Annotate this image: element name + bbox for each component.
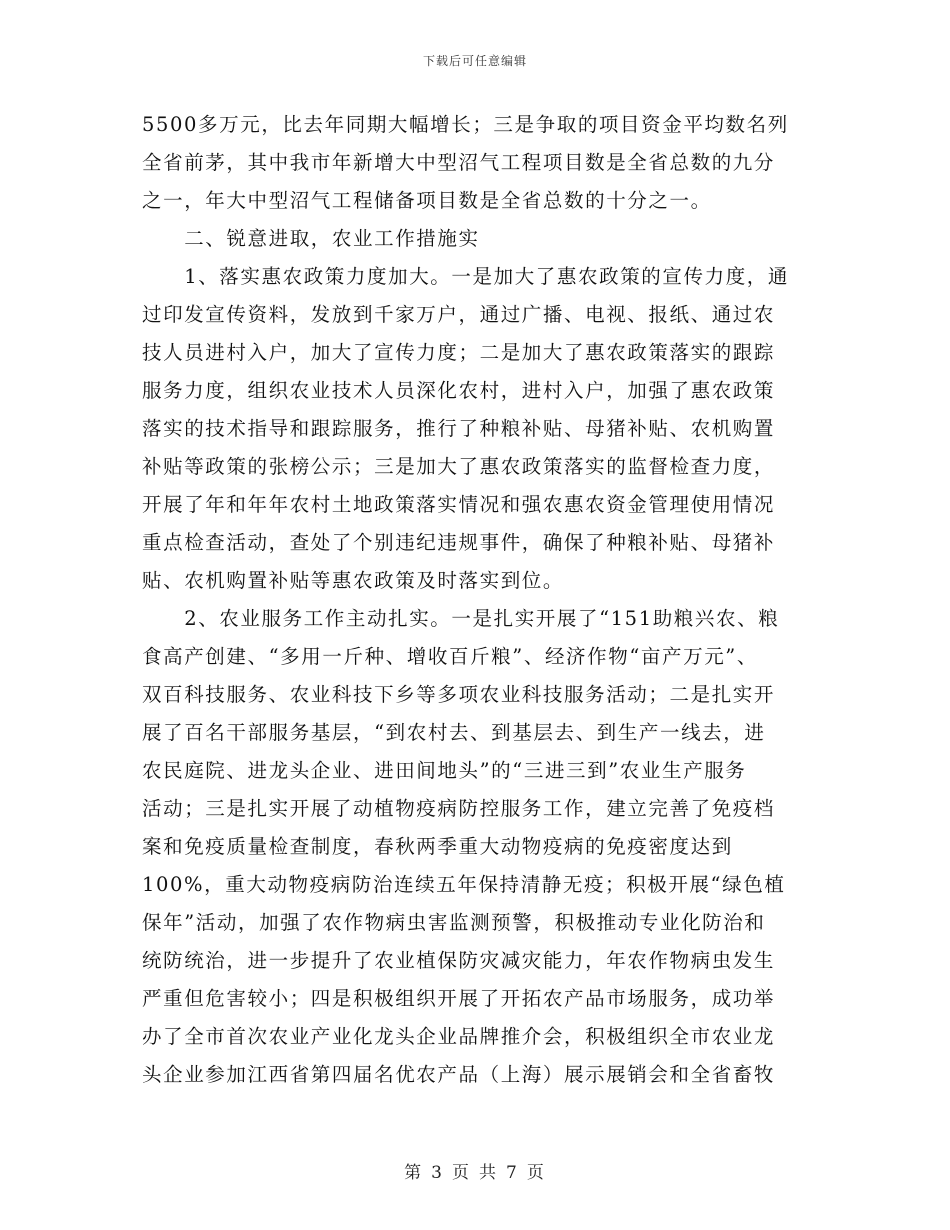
body-line: 展了百名干部服务基层，“到农村去、到基层去、到生产一线去，进 (142, 721, 766, 744)
body-line: 统防统治，进一步提升了农业植保防灾减灾能力，年农作物病虫发生 (142, 949, 776, 972)
body-line: 100%，重大动物疫病防治连续五年保持清静无疫；积极开展“绿色植 (142, 873, 786, 896)
body-line: 开展了年和年年农村土地政策落实情况和强农惠农资金管理使用情况 (142, 493, 776, 516)
body-line: 农民庭院、进龙头企业、进田间地头”的“三进三到”农业生产服务 (142, 759, 747, 782)
body-line: 全省前茅，其中我市年新增大中型沼气工程项目数是全省总数的九分 (142, 151, 776, 174)
footer-prefix: 第 (404, 1163, 424, 1183)
body-line: 服务力度，组织农业技术人员深化农村，进村入户，加强了惠农政策 (142, 379, 776, 402)
body-line: 保年”活动，加强了农作物病虫害监测预警，积极推动专业化防治和 (142, 911, 766, 934)
document-body (142, 106, 810, 1094)
body-line: 之一，年大中型沼气工程储备项目数是全省总数的十分之一。 (142, 189, 712, 212)
total-pages: 7 (506, 1163, 519, 1183)
footer-page-unit: 页 (452, 1163, 471, 1183)
body-line: 重点检查活动，查处了个别违纪违规事件，确保了种粮补贴、母猪补 (142, 531, 776, 554)
body-line: 严重但危害较小；四是积极组织开展了开拓农产品市场服务，成功举 (142, 987, 776, 1010)
section-heading: 二、锐意进取，农业工作措施实 (142, 227, 480, 250)
page-footer (0, 1158, 950, 1183)
body-line: 过印发宣传资料，发放到千家万户，通过广播、电视、报纸、通过农 (142, 303, 776, 326)
body-line: 1、落实惠农政策力度加大。一是加大了惠农政策的宣传力度，通 (142, 265, 790, 288)
body-line: 落实的技术指导和跟踪服务，推行了种粮补贴、母猪补贴、农机购置 (142, 417, 776, 440)
footer-total-prefix: 共 (479, 1163, 498, 1183)
body-line: 补贴等政策的张榜公示；三是加大了惠农政策落实的监督检查力度， (142, 455, 776, 478)
footer-total-unit: 页 (526, 1163, 546, 1183)
body-line: 办了全市首次农业产业化龙头企业品牌推介会，积极组织全市农业龙 (142, 1025, 776, 1048)
body-line: 食高产创建、“多用一斤种、增收百斤粮”、经济作物“亩产万元”、 (142, 645, 758, 668)
body-line: 头企业参加江西省第四届名优农产品（上海）展示展销会和全省畜牧 (142, 1063, 776, 1086)
body-line: 贴、农机购置补贴等惠农政策及时落实到位。 (142, 569, 565, 592)
page-number: 3 (431, 1163, 444, 1183)
page-header: 下载后可任意编辑 (422, 54, 527, 68)
body-line: 5500多万元，比去年同期大幅增长；三是争取的项目资金平均数名列 (142, 113, 789, 136)
body-line: 双百科技服务、农业科技下乡等多项农业科技服务活动；二是扎实开 (142, 683, 776, 706)
body-line: 案和免疫质量检查制度，春秋两季重大动物疫病的免疫密度达到 (142, 835, 733, 858)
body-line: 活动；三是扎实开展了动植物疫病防控服务工作，建立完善了免疫档 (142, 797, 776, 820)
body-line: 技人员进村入户，加大了宣传力度；二是加大了惠农政策落实的跟踪 (142, 341, 776, 364)
body-line: 2、农业服务工作主动扎实。一是扎实开展了“151助粮兴农、粮 (142, 607, 780, 630)
